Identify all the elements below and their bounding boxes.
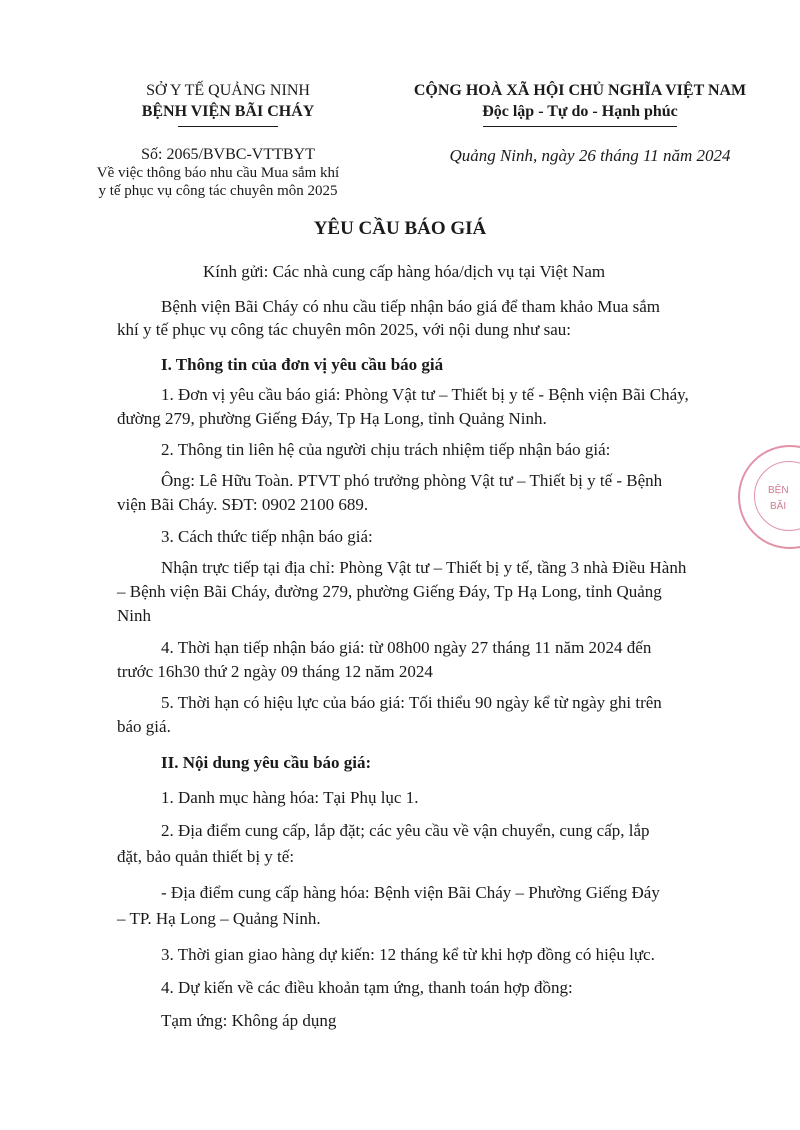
intro-line-1: Bệnh viện Bãi Cháy có nhu cầu tiếp nhận báo giá để tham khảo Mua sắm	[161, 297, 661, 316]
doc-number: Số: 2065/BVBC-VTTBYT	[141, 146, 315, 163]
s1-address-line-2: – Bệnh viện Bãi Cháy, đường 279, phường Giếng Đáy, Tp Hạ Long, tỉnh Quảng	[117, 582, 662, 601]
s1-item-1-line-1: 1. Đơn vị yêu cầu báo giá: Phòng Vật tư – Thiết bị y tế - Bệnh viện Bãi Cháy,	[161, 385, 689, 404]
s1-item-4-line-1: 4. Thời hạn tiếp nhận báo giá: từ 08h00 ngày 27 tháng 11 năm 2024 đến	[161, 638, 652, 657]
s2-advance-payment: Tạm ứng: Không áp dụng	[161, 1011, 337, 1030]
org-name: BỆNH VIỆN BÃI CHÁY	[141, 103, 315, 120]
s2-item-4: 4. Dự kiến về các điều khoản tạm ứng, thanh toán hợp đồng:	[161, 978, 573, 997]
hospital-stamp	[738, 445, 800, 549]
doc-subject-line-1: Về việc thông báo nhu cầu Mua sắm khí	[96, 165, 340, 181]
org-name-underline	[178, 126, 278, 127]
s1-contact-line-2: viện Bãi Cháy. SĐT: 0902 2100 689.	[117, 495, 369, 514]
s2-item-3: 3. Thời gian giao hàng dự kiến: 12 tháng kể từ khi hợp đồng có hiệu lực.	[161, 945, 655, 964]
stamp-inner-ring	[754, 461, 800, 531]
place-date: Quảng Ninh, ngày 26 tháng 11 năm 2024	[449, 146, 731, 165]
doc-subject-line-2: y tế phục vụ công tác chuyên môn 2025	[98, 183, 338, 199]
intro-line-2: khí y tế phục vụ công tác chuyên môn 2025, với nội dung như sau:	[117, 320, 571, 339]
s1-item-2: 2. Thông tin liên hệ của người chịu trách nhiệm tiếp nhận báo giá:	[161, 440, 611, 459]
section-1-heading: I. Thông tin của đơn vị yêu cầu báo giá	[161, 355, 444, 374]
s1-item-5-line-1: 5. Thời hạn có hiệu lực của báo giá: Tối thiểu 90 ngày kể từ ngày ghi trên	[161, 693, 662, 712]
s2-location-line-2: – TP. Hạ Long – Quảng Ninh.	[117, 909, 321, 928]
s2-item-2-line-1: 2. Địa điểm cung cấp, lắp đặt; các yêu cầu về vận chuyển, cung cấp, lắp	[161, 821, 650, 840]
s2-item-2-line-2: đặt, bảo quản thiết bị y tế:	[117, 847, 295, 866]
motto-underline	[483, 126, 677, 127]
s1-item-5-line-2: báo giá.	[117, 717, 171, 736]
s1-address-line-3: Ninh	[117, 606, 151, 625]
s1-address-line-1: Nhận trực tiếp tại địa chỉ: Phòng Vật tư – Thiết bị y tế, tầng 3 nhà Điều Hành	[161, 558, 687, 577]
s2-location-line-1: - Địa điểm cung cấp hàng hóa: Bệnh viện Bãi Cháy – Phường Giếng Đáy	[161, 883, 660, 902]
s2-item-1: 1. Danh mục hàng hóa: Tại Phụ lục 1.	[161, 788, 419, 807]
country-name: CỘNG HOÀ XÃ HỘI CHỦ NGHĨA VIỆT NAM	[413, 82, 747, 99]
document-title: YÊU CẦU BÁO GIÁ	[313, 218, 487, 239]
stamp-text-1: BỆN	[768, 485, 789, 496]
section-2-heading: II. Nội dung yêu cầu báo giá:	[161, 753, 372, 772]
stamp-text-2: BÃI	[770, 501, 787, 512]
s1-item-1-line-2: đường 279, phường Giếng Đáy, Tp Hạ Long, tỉnh Quảng Ninh.	[117, 409, 547, 428]
s1-item-3: 3. Cách thức tiếp nhận báo giá:	[161, 527, 373, 546]
national-motto: Độc lập - Tự do - Hạnh phúc	[482, 103, 678, 120]
org-parent: SỞ Y TẾ QUẢNG NINH	[146, 82, 310, 99]
s1-item-4-line-2: trước 16h30 thứ 2 ngày 09 tháng 12 năm 2024	[117, 662, 433, 681]
s1-contact-line-1: Ông: Lê Hữu Toàn. PTVT phó trưởng phòng Vật tư – Thiết bị y tế - Bệnh	[161, 471, 663, 490]
salutation: Kính gửi: Các nhà cung cấp hàng hóa/dịch vụ tại Việt Nam	[203, 262, 606, 281]
